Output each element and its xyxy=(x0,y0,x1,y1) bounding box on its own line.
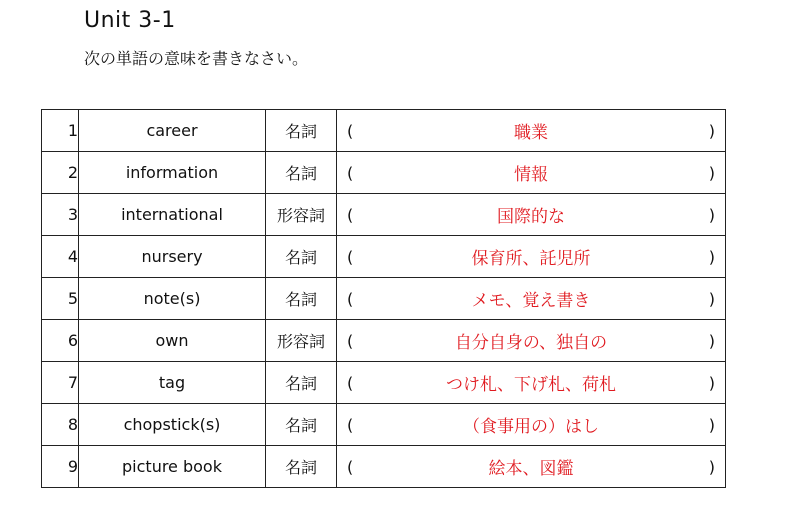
row-number: 1 xyxy=(42,110,79,152)
close-paren: ) xyxy=(708,121,715,140)
close-paren: ) xyxy=(708,247,715,266)
part-of-speech: 名詞 xyxy=(266,404,337,446)
english-word: information xyxy=(79,152,266,194)
row-number: 4 xyxy=(42,236,79,278)
part-of-speech: 名詞 xyxy=(266,152,337,194)
open-paren: ( xyxy=(347,247,354,266)
close-paren: ) xyxy=(708,331,715,350)
answer-cell xyxy=(337,320,726,362)
japanese-meaning: 保育所、託児所 xyxy=(471,249,591,269)
japanese-meaning: 職業 xyxy=(514,123,548,143)
table-row xyxy=(42,110,726,152)
close-paren: ) xyxy=(708,373,715,392)
row-number: 8 xyxy=(42,404,79,446)
open-paren: ( xyxy=(347,373,354,392)
row-number: 2 xyxy=(42,152,79,194)
answer-cell xyxy=(337,404,726,446)
part-of-speech: 名詞 xyxy=(266,110,337,152)
english-word: international xyxy=(79,194,266,236)
japanese-meaning: つけ札、下げ札、荷札 xyxy=(446,375,616,395)
japanese-meaning: 絵本、図鑑 xyxy=(488,459,574,479)
english-word: picture book xyxy=(79,446,266,488)
table-row xyxy=(42,236,726,278)
table-row xyxy=(42,152,726,194)
part-of-speech: 名詞 xyxy=(266,278,337,320)
close-paren: ) xyxy=(708,457,715,476)
close-paren: ) xyxy=(708,289,715,308)
close-paren: ) xyxy=(708,205,715,224)
answer-cell xyxy=(337,278,726,320)
part-of-speech: 名詞 xyxy=(266,236,337,278)
open-paren: ( xyxy=(347,163,354,182)
table-row xyxy=(42,320,726,362)
row-number: 5 xyxy=(42,278,79,320)
open-paren: ( xyxy=(347,331,354,350)
japanese-meaning: メモ、覚え書き xyxy=(471,291,591,311)
english-word: chopstick(s) xyxy=(79,404,266,446)
japanese-meaning: 情報 xyxy=(514,165,548,185)
part-of-speech: 名詞 xyxy=(266,446,337,488)
answer-cell xyxy=(337,446,726,488)
open-paren: ( xyxy=(347,205,354,224)
row-number: 3 xyxy=(42,194,79,236)
row-number: 7 xyxy=(42,362,79,404)
open-paren: ( xyxy=(347,457,354,476)
japanese-meaning: （食事用の）はし xyxy=(463,417,599,437)
open-paren: ( xyxy=(347,289,354,308)
answer-cell xyxy=(337,236,726,278)
answer-cell xyxy=(337,362,726,404)
english-word: nursery xyxy=(79,236,266,278)
japanese-meaning: 自分自身の、独自の xyxy=(454,333,608,353)
english-word: note(s) xyxy=(79,278,266,320)
table-row xyxy=(42,404,726,446)
english-word: own xyxy=(79,320,266,362)
table-row xyxy=(42,362,726,404)
vocabulary-table xyxy=(41,109,726,488)
part-of-speech: 形容詞 xyxy=(266,320,337,362)
japanese-meaning: 国際的な xyxy=(497,207,565,227)
close-paren: ) xyxy=(708,415,715,434)
row-number: 9 xyxy=(42,446,79,488)
row-number: 6 xyxy=(42,320,79,362)
instruction-text: 次の単語の意味を書きなさい。 xyxy=(84,49,309,68)
open-paren: ( xyxy=(347,121,354,140)
english-word: career xyxy=(79,110,266,152)
vocabulary-table-body xyxy=(42,110,726,488)
part-of-speech: 名詞 xyxy=(266,362,337,404)
close-paren: ) xyxy=(708,163,715,182)
answer-cell xyxy=(337,152,726,194)
part-of-speech: 形容詞 xyxy=(266,194,337,236)
english-word: tag xyxy=(79,362,266,404)
answer-cell xyxy=(337,110,726,152)
page-title: Unit 3-1 xyxy=(84,8,176,33)
open-paren: ( xyxy=(347,415,354,434)
table-row xyxy=(42,278,726,320)
answer-cell xyxy=(337,194,726,236)
table-row xyxy=(42,446,726,488)
table-row xyxy=(42,194,726,236)
